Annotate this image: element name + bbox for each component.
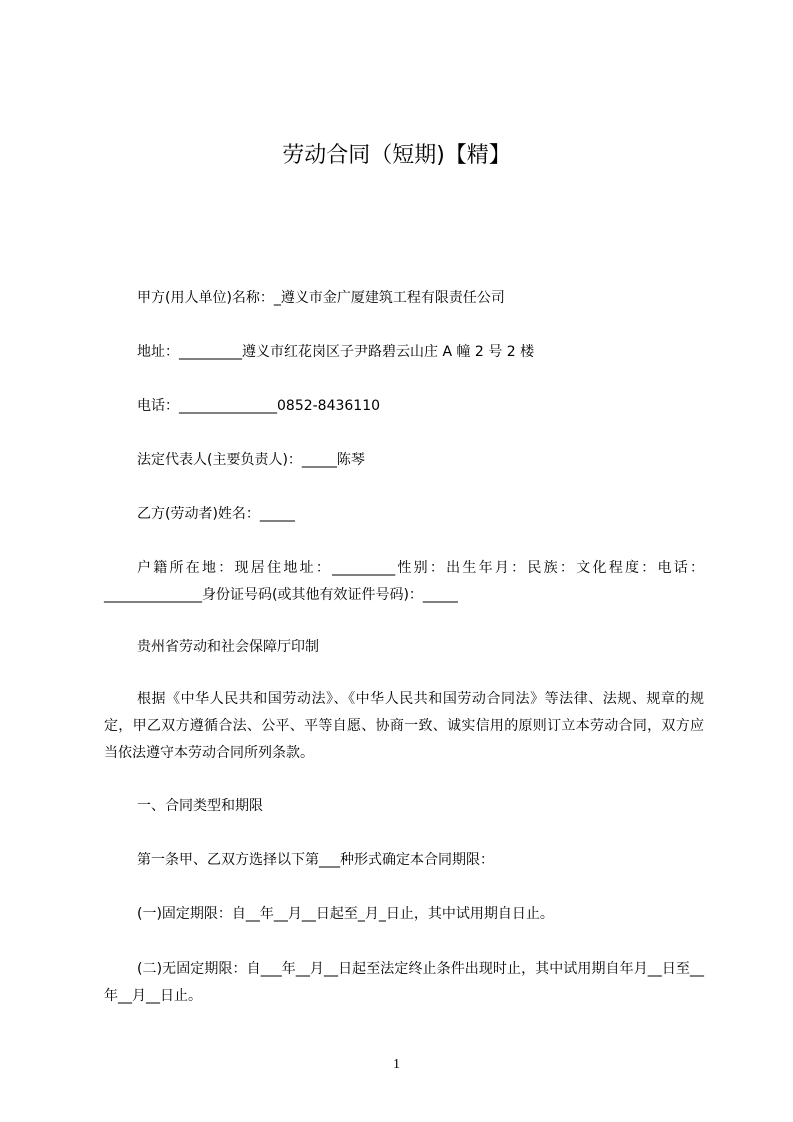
fixed-term-option: (一)固定期限：自__年__月__日起至_月_日止，其中试用期自日止。 bbox=[137, 906, 554, 922]
contract-preamble: 根据《中华人民共和国劳动法》、《中华人民共和国劳动合同法》等法律、法规、规章的规定，甲乙双方遵循合法、公平、平等自愿、协商一致、诚实信用的原则订立本劳动合同，双方应当依法遵守本劳动合同所列条款。 bbox=[104, 691, 704, 761]
open-term-option: (二)无固定期限：自___年__月__日起至法定终止条件出现时止，其中试用期自年月__日至__年__月__日止。 bbox=[104, 961, 704, 1004]
printer-note: 贵州省劳动和社会保障厅印制 bbox=[137, 639, 319, 655]
party-b-name: 乙方(劳动者)姓名：_____ bbox=[137, 506, 295, 522]
page-number: 1 bbox=[393, 1057, 400, 1072]
legal-representative: 法定代表人(主要负责人)：_____陈琴 bbox=[137, 452, 365, 468]
party-b-details: 户籍所在地：现居住地址：_________性别：出生年月：民族：文化程度：电话：______________身份证号码(或其他有效证件号码)：_____ bbox=[104, 560, 704, 603]
party-a-name: 甲方(用人单位)名称：_遵义市金广厦建筑工程有限责任公司 bbox=[137, 290, 505, 306]
party-a-phone: 电话：______________0852-8436110 bbox=[137, 398, 381, 414]
section-heading-type-term: 一、合同类型和期限 bbox=[137, 798, 263, 814]
document-title: 劳动合同（短期)【精】 bbox=[282, 143, 511, 168]
article-one: 第一条甲、乙双方选择以下第___种形式确定本合同期限： bbox=[137, 852, 494, 868]
party-a-address: 地址：_________遵义市红花岗区子尹路碧云山庄 A 幢 2 号 2 楼 bbox=[137, 344, 535, 360]
